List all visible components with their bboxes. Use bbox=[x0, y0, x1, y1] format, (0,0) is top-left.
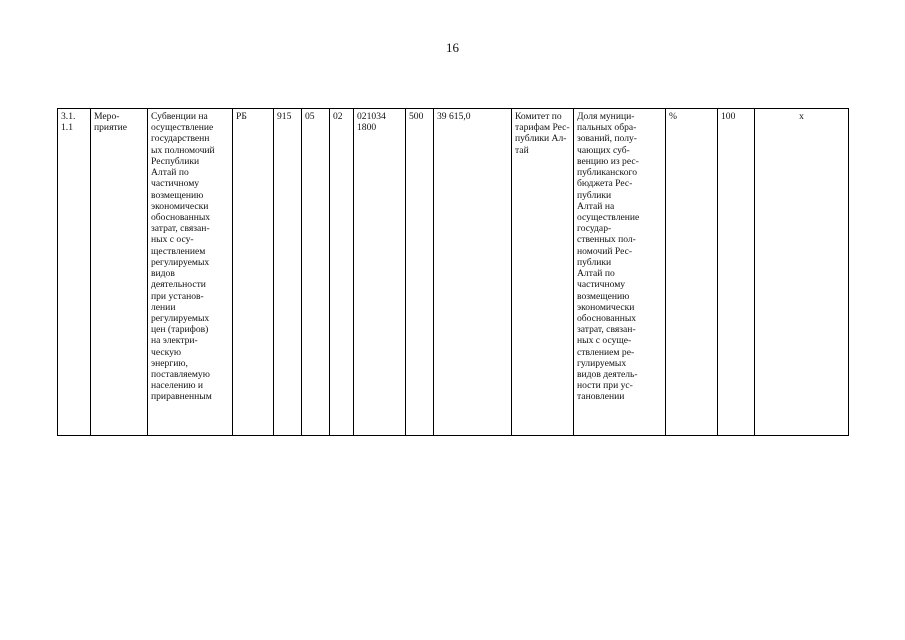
cell-code-gr: 915 bbox=[274, 109, 302, 436]
cell-code-rz: 05 bbox=[302, 109, 330, 436]
page-number: 16 bbox=[446, 40, 459, 55]
cell-code-csr: 021034 1800 bbox=[354, 109, 406, 436]
table-row bbox=[58, 109, 849, 436]
cell-code: 3.1. 1.1 bbox=[58, 109, 91, 436]
cell-code-vr: 500 bbox=[406, 109, 434, 436]
cell-type: Меро- приятие bbox=[91, 109, 148, 436]
cell-amount: 39 615,0 bbox=[434, 109, 512, 436]
cell-indicator: Доля муници- пальных обра- зований, полу- чающих суб- венцию из рес- публиканского бюджета Рес- публики Алтай на осуществление государ- ственных пол- номочий Рес- публики Алтай по частичному возмещению экономически обоснованных затрат, связан- ных с осуще- ствлением ре- гулируемых видов деятель- ности при ус- тановлении bbox=[574, 109, 666, 436]
cell-value: 100 bbox=[718, 109, 755, 436]
cell-executor: Комитет по тарифам Рес- публики Ал- тай bbox=[512, 109, 574, 436]
cell-budget: РБ bbox=[233, 109, 274, 436]
program-table bbox=[57, 108, 849, 436]
cell-unit: % bbox=[666, 109, 718, 436]
cell-code-pr: 02 bbox=[330, 109, 354, 436]
cell-description: Субвенции на осуществление государственн ых полномочий Республики Алтай по частичному возмещению экономически обоснованных затрат, связан- ных с осу- ществлением регулируемых видов деятельности при установ- лении регулируемых цен (тарифов) на электри- ческую энергию, поставляемую населению и приравненным bbox=[148, 109, 233, 436]
cell-mark: х bbox=[755, 109, 849, 436]
